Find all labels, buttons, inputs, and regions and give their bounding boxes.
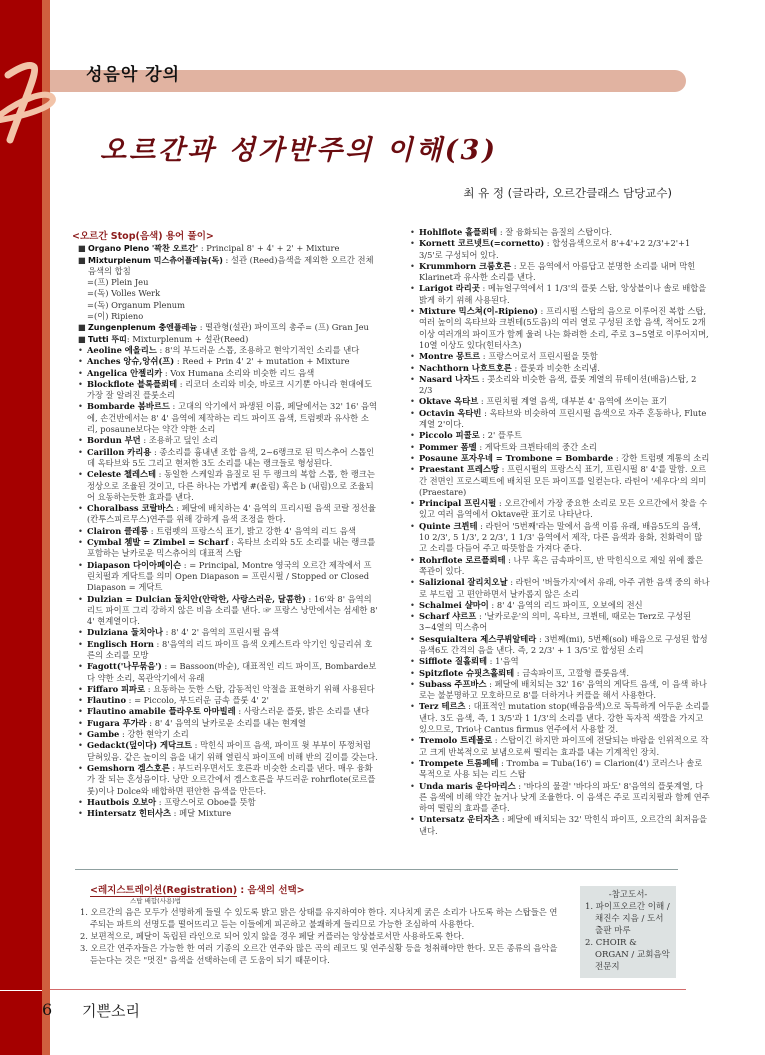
glossary-term: Tutti 뚜띠 [88,334,127,344]
footer-divider [50,989,686,990]
dot-bullet-icon: • [410,306,415,317]
dot-bullet-icon: • [410,656,415,667]
glossary-description: : 프랑스어로 Oboe를 뜻함 [156,796,256,807]
dot-bullet-icon: • [410,373,415,384]
glossary-description: : Vox Humana 소리와 비슷한 리드 음색 [162,367,315,378]
glossary-description: : 8'음역의 리드 파이프 음색 오케스트라 악기인 잉글리쉬 호른의 소리를 모방 [87,638,373,660]
dot-bullet-icon: • [78,762,83,773]
dot-bullet-icon: • [78,344,83,355]
dot-bullet-icon: • [78,627,83,638]
glossary-description: : 8' 4' 2' 음역의 프린시펄 음색 [162,627,280,638]
glossary-entry [78,435,378,446]
glossary-term: Zungenplenum 충엔플레늄 [88,323,198,333]
glossary-term: Dulzian = Dulcian 둘치안(안락한, 사랑스러운, 달콤한) [87,593,306,604]
glossary-description: : 대표적인 mutation stop(배음음색)으로 독특하게 어두운 소리를 낸다. 3도 음색, 즉, 1 3/5'과 1 1/3'의 소리를 낸다. 강한 독자적 색깔을 가지고 있으므로, Trio나 Cantus firmus 연주에서 사용할 것. [419,701,710,735]
glossary-term: Fugara 푸가라 [87,717,147,728]
glossary-term: Trompete 트롬페테 [419,757,499,768]
glossary-term: Praestant 프레스땅 [419,464,499,475]
dot-bullet-icon: • [410,430,415,441]
registration-item: 3. 오르간 연주자들은 가능한 한 여러 기종의 오르간 연주와 많은 곡의 레코드 및 연주실황 등을 청취해야만 한다. 모든 종류의 음악을 듣는다는 것은 "멋진" 음색을 선택하는데 큰 도움이 되기 때문이다. [80,943,558,965]
glossary-description: : 동일한 스케일과 음질로 된 두 랭크의 복합 스톱, 한 랭크는 정상으로 조율된 것이고, 다른 하나는 가볍게 #(올림) 혹은 b (내림)으로 조율되어 요동하는듯한 효과를 낸다. [87,469,375,502]
page-number: 6 [42,1000,53,1019]
glossary-description: : 부드러우면서도 호른과 비슷한 소리를 낸다. 매우 융화가 잘 되는 혼성음이다. 낭만 오르간에서 겜스호른을 부드러운 rohrflote(로르플룻)이나 Dolce와 배합하면 편안한 음색을 만든다. [87,762,376,796]
registration-heading-main: <레지스트레이션(Registration) [90,885,238,896]
dot-bullet-icon: • [410,577,415,588]
dot-bullet-icon: • [78,537,83,548]
glossary-entry [410,408,710,431]
glossary-description: : 종소리를 흉내낸 조합 음색, 2~6랭크로 된 믹스추어 스톱인데 옥타브와 5도 그리고 현저한 3도 소리를 내는 랭크들로 형성된다. [87,446,375,468]
glossary-description: : 메뉴얼구역에서 1 1/3'의 플룻 스탑, 앙상블이나 솔로 배합을 밝게 하기 위해 사용된다. [419,283,707,305]
glossary-entry [410,611,710,634]
glossary-description: : 리코더 소리와 비슷, 바로크 시기뿐 아니라 현대에도 가장 잘 알려진 플룻소리 [87,378,372,401]
glossary-description: =(독) Volles Werk [87,288,161,299]
dot-bullet-icon: • [78,706,83,717]
dot-bullet-icon: • [410,498,415,509]
glossary-entry [78,706,378,717]
glossary-term: Subass 주프바스 [419,678,487,689]
glossary-term: Nachthorn 나흐트호른 [419,362,512,373]
square-bullet-icon: ■ [78,322,86,333]
glossary-term: Celeste 첼레스테 [87,469,157,480]
glossary-entry [78,763,378,797]
glossary-entry [78,684,378,695]
registration-item: 1. 오르간의 음은 모두가 선명하게 들릴 수 있도록 밝고 맑은 상태를 유지하여야 한다. 지나치게 굵은 소리가 나도록 하는 스탑들은 연주되는 파트의 선명도를 떨어뜨리고 듣는 이들에게 피곤하고 불쾌하게 들리므로 가능한 조심하여 사용한다. [80,907,558,929]
glossary-entry [78,503,378,526]
dot-bullet-icon: • [78,401,83,412]
glossary-term: Scharf 샤르프 [419,611,477,622]
dot-bullet-icon: • [78,729,83,740]
glossary-term: Gemshorn 겜스호른 [87,762,170,773]
glossary-description: : = Piccolo, 부드러운 금속 플룻 4' 2' [126,695,269,706]
glossary-entry [410,668,710,679]
dot-bullet-icon: • [410,407,415,418]
glossary-term: Bombarde 봄바르드 [87,401,170,412]
glossary-entry [410,758,710,781]
glossary-description: : 1'음역 [487,656,519,667]
glossary-description: : 2' 플루트 [479,430,522,441]
glossary-entry [78,311,378,322]
dot-bullet-icon: • [410,464,415,475]
glossary-entry [410,498,710,521]
glossary-description: : Tromba = Tuba(16') = Clarion(4') 코러스나 솔로 목적으로 사용 되는 리드 스탑 [419,757,703,780]
glossary-description: : 프린치펄 계열 음색, 대부분 4' 음역에 쓰이는 표기 [478,396,668,407]
dot-bullet-icon: • [410,814,415,825]
dot-bullet-icon: • [78,356,83,367]
glossary-entry [410,442,710,453]
dot-bullet-icon: • [78,661,83,672]
glossary-description: =(프) Plein Jeu [87,277,149,288]
glossary-term: Rohrflote 로르플뢰테 [419,554,506,565]
glossary-entry [78,469,378,503]
dot-bullet-icon: • [410,396,415,407]
glossary-entry [78,729,378,740]
glossary-term: Spitzflote 슈핏츠홀뢰테 [419,667,515,678]
glossary-entry [410,261,710,284]
glossary-description: : = Principal, Montre 영국의 오르간 제작에서 프린치펄과 게닥트를 의미 Open Diapason = 프린시펄 / Stopped or Closed Diapason = 게닥트 [87,559,372,593]
square-bullet-icon: ■ [78,254,86,265]
glossary-description: : 3번째(mi), 5번째(sol) 배음으로 구성된 합성 음색6도 간격의 음을 낸다. 즉, 2 2/3' + 1 3/5'로 합성된 소리 [419,633,708,655]
glossary-entry [78,345,378,356]
glossary-term: Angelica 안젤리카 [87,367,163,378]
glossary-entry [78,797,378,808]
glossary-description: : 옥타브와 비슷하여 프린시펄 음색으로 자주 혼동하나, Flute 계열 2'이다. [419,407,707,430]
glossary-entry [410,453,710,464]
dot-bullet-icon: • [410,520,415,531]
glossary-term: Montre 몽트르 [419,351,481,362]
glossary-description: : 라틴어 '5번째'라는 말에서 음색 이름 유래, 배음5도의 음색, 10 2/3', 5 1/3', 2 2/3', 1 1/3' 음역에서 제작, 다른 음색과 융화, 친화력이 많고 소리를 다듬어 주고 따뜻함을 가져다 준다. [419,520,703,554]
glossary-term: Octavin 옥타빈 [419,407,482,418]
glossary-entry [78,334,378,345]
magazine-name: 기쁜소리 [82,1002,140,1020]
glossary-entry [78,740,378,763]
dot-bullet-icon: • [410,452,415,463]
dot-bullet-icon: • [410,260,415,271]
glossary-term: Oktave 옥타브 [419,396,479,407]
glossary-entry [410,814,710,837]
glossary-description: =(이) Ripieno [87,311,144,322]
glossary-entry [410,577,710,600]
dot-bullet-icon: • [410,283,415,294]
dot-bullet-icon: • [410,362,415,373]
glossary-description: : 스탑이긴 하지만 파이프에 전달되는 바람을 인위적으로 작고 크게 반복적으로 보냄으로써 떨리는 효과를 내는 기계적인 장치. [419,735,709,757]
dot-bullet-icon: • [410,351,415,362]
glossary-term: Dulziana 둘치아나 [87,627,163,638]
glossary-term: Diapason 다이아페이슨 [87,559,182,570]
glossary-term: Salizional 잘리치오날 [419,577,508,588]
glossary-description: : Principal 8' + 4' + 2' + Mixture [198,243,340,254]
dot-bullet-icon: • [410,701,415,712]
glossary-description: : 고대의 악기에서 파생된 이름, 페달에서는 32' 16' 음역에, 손건반에서는 8' 4' 음역에 제작하는 리드 파이프 음색, 트럼펫과 유사한 소리, posaune보다는 약간 약한 소리 [87,401,378,435]
glossary-description: : 프랑스어로서 프린시펄을 뜻함 [480,351,598,362]
glossary-description: : 잘 융화되는 음질의 스탑이다. [497,227,612,237]
glossary-term: Mixturplenum 믹스츄어플레늄(독) [88,255,223,265]
glossary-entry [78,255,378,278]
square-bullet-icon: ■ [78,243,86,254]
glossary-term: Piccolo 피콜로 [419,430,480,441]
glossary-entry [410,374,710,397]
glossary-entry [410,283,710,306]
glossary-description: : 8'의 부드러운 스톱, 조용하고 현악기적인 소리를 낸다 [156,344,360,355]
dot-bullet-icon: • [78,796,83,807]
glossary-term: Bordun 부던 [87,435,141,446]
dot-bullet-icon: • [410,238,415,249]
registration-subheading: 스탑 배합(사용)법 [130,897,182,905]
side-decorative-bar [0,0,42,1055]
glossary-entry [78,627,378,638]
glossary-entry [410,600,710,611]
glossary-description: : 16'와 8' 음역의 리드 파이프 그리 강하지 않은 비음 소리를 낸다. ☞ 프랑스 낭만에서는 섬세한 8' 4' 현계열이다. [87,593,378,627]
glossary-entry [410,464,710,498]
glossary-term: Flautino amabile 플라우토 아마빌레 [87,706,236,717]
glossary-term: Tremolo 트레몰로 [419,735,493,746]
glossary-term: Unda maris 운다마리스 [419,780,516,791]
glossary-term: Carillon 카리용 [87,446,152,457]
glossary-description: =(독) Organum Plenum [87,299,185,310]
glossary-entry [410,634,710,657]
glossary-term: Clairon 클레롱 [87,525,149,536]
dot-bullet-icon: • [410,441,415,452]
registration-heading [90,882,305,896]
glossary-term: Nasard 나자드 [419,373,480,384]
glossary-term: Principal 프린시펄 [419,498,497,509]
glossary-description: : 금속파이프, 고깔형 플룻음색. [514,667,629,678]
glossary-entry [410,555,710,578]
dot-bullet-icon: • [78,695,83,706]
glossary-entry [410,227,710,238]
reference-item: 2. CHOIR & ORGAN / 교회음악 전문지 [585,938,670,972]
glossary-term: Organo Pleno '꽉찬 오르간' [88,244,199,254]
glossary-entry [410,238,710,261]
glossary-term: Cymbal 쳄발 = Zimbel = Scharf [87,537,229,548]
glossary-description: : 요동하는 듯한 스탑, 감동적인 악절을 표현하기 위해 사용된다 [145,683,375,694]
glossary-description: : 조용하고 덮인 소리 [140,435,219,446]
glossary-entry [78,379,378,402]
dot-bullet-icon: • [78,593,83,604]
glossary-term: Posaune 포자우네 = Trombone = Bombarde [419,452,614,463]
glossary-term: Hintersatz 힌터사츠 [87,808,172,819]
glossary-entry [78,243,378,254]
dot-bullet-icon: • [410,599,415,610]
glossary-description: : 콧소리와 비슷한 음색, 플룻 계열의 뮤테이션(배음)스탑, 2 2/3 [419,373,697,396]
glossary-entry [78,537,378,560]
dot-bullet-icon: • [78,808,83,819]
glossary-description: : 프리시펄 스탑의 음으로 이루어진 복합 스탑, 여러 높이의 옥타브와 크뷘테(5도음)의 여러 열로 구성된 조합 음색, 적어도 2개 이상 여러개의 파이프가 함께 울려 나는 화려한 소리, 주로 3~5열로 이루어지며, 10열 이상도 있다(힌터사츠) [419,306,709,350]
glossary-term: Choralbass 코랄바스 [87,503,174,514]
dot-bullet-icon: • [78,683,83,694]
glossary-entry [78,661,378,684]
dot-bullet-icon: • [410,678,415,689]
dot-bullet-icon: • [78,446,83,457]
references-title: -참고도서- [608,890,648,900]
glossary-term: Hohlflote 홀플뢰테 [419,227,498,237]
glossary-description: : Reed + Prin 4' 2' + mutation + Mixture [174,356,350,367]
glossary-term: Untersatz 운터자츠 [419,814,500,825]
glossary-entry [410,430,710,441]
glossary-term: Fiffaro 피파로 [87,683,146,694]
glossary-description: : 강한 트럼펫 계통의 소리 [613,452,710,463]
glossary-term: Aeoline 에올리느 [87,344,157,355]
glossary-description: : '날카로운'의 의미, 옥타브, 크뷘테, 때로는 Terz로 구성된 3~4열의 믹스츄어 [419,611,692,633]
glossary-term: Englisch Horn [87,638,154,649]
glossary-description: : '바다의 물결' '바다의 파도' 8'음역의 플룻계열, 다른 음색에 비해 약간 높거나 낮게 조율한다. 이 음색은 주로 프리치펄과 함께 연주하여 떨림의 효과를 준다. [419,780,710,814]
dot-bullet-icon: • [410,780,415,791]
dot-bullet-icon: • [78,638,83,649]
glossary-description: : 페달에 배치하는 4' 음역의 프리시펄 음색 코랄 정선율(칸투스피르무스)연주를 위해 강하게 음색 조정을 한다. [87,503,376,525]
glossary-term: Sesquialtera 제스쿠뷔알테라 [419,633,537,644]
dot-bullet-icon: • [78,525,83,536]
glossary-description: : 프린시펄의 프랑스식 표기, 프린시펄 8' 4'를 말함. 오르간 전면인 프로스펙트에 배치된 모든 파이프를 일컫는다. 라틴어 '세우다'의 의미(Praestare) [419,464,707,497]
dot-bullet-icon: • [410,227,415,237]
glossary-list-right [410,227,710,837]
glossary-entry [410,656,710,667]
glossary-term: Sifflote 질홀뢰테 [419,656,488,667]
glossary-entry [78,277,378,288]
registration-list [80,906,558,966]
dot-bullet-icon: • [410,667,415,678]
glossary-description: : 트럼펫의 프랑스식 표기, 밝고 강한 4' 음역의 리드 음색 [148,525,356,536]
dot-bullet-icon: • [78,378,83,389]
dot-bullet-icon: • [78,559,83,570]
glossary-term: Krummhorn 크룸호른 [419,260,512,271]
glossary-entry [78,401,378,435]
glossary-entry [78,322,378,333]
glossary-entry [410,306,710,351]
footer-divider-accent [0,990,42,991]
dot-bullet-icon: • [78,367,83,378]
glossary-term: Pommer 폼멜 [419,441,477,452]
glossary-description: : 모든 음역에서 아름답고 분명한 소리를 내며 막힌 Klarinet과 유사한 소리를 낸다. [419,260,696,283]
author-byline: 최 유 정 (글라라, 오르간클래스 담당교수) [463,186,672,200]
glossary-term: Terz 테르츠 [419,701,466,712]
glossary-entry [410,679,710,702]
glossary-term: Hautbois 오보아 [87,796,157,807]
glossary-entry [78,695,378,706]
references-box [580,886,676,978]
glossary-description: : 나무 혹은 금속파이프, 반 막힌식으로 제일 위에 짧은 쪽관이 있다. [419,554,703,576]
glossary-description: : Mixturplenum + 설관(Reed) [126,333,249,344]
glossary-term: Flautino [87,695,127,706]
registration-item: 2. 보편적으로, 페달이 독립된 라인으로 되어 있지 않을 경우 페달 커플러는 앙상블로서만 사용하도록 한다. [80,931,465,941]
glossary-entry [78,368,378,379]
dot-bullet-icon: • [410,735,415,746]
dot-bullet-icon: • [410,611,415,622]
dot-bullet-icon: • [78,717,83,728]
glossary-description: : 페달에 배치되는 32' 16' 음역의 게닥트 음색, 이 음색 하나로는 불분명하고 모호하므로 8'를 더하거나 커플을 해서 사용한다. [419,678,707,701]
glossary-entry [410,396,710,407]
glossary-entry [78,288,378,299]
glossary-entry [78,447,378,470]
dot-bullet-icon: • [78,435,83,446]
glossary-heading: <오르간 Stop(음색) 용어 풀이> [72,231,214,242]
glossary-description: : 페달 Mixture [171,808,232,819]
glossary-term: Larigot 라리곳 [419,283,480,294]
glossary-description: : 오르간에서 가장 중요한 소리로 모든 오르간에서 찾을 수 있고 여러 음역에서 Oktave란 표기로 나타난다. [419,498,708,520]
glossary-description: : = Bassoon(바순), 대표적인 리드 파이프, Bombarde보다 약한 소리, 목관악기에서 유래 [87,661,377,683]
glossary-description: : 페달에 배치되는 32' 막힌식 파이프, 오르간의 최저음을 낸다. [419,814,707,836]
glossary-entry [78,560,378,594]
glossary-entry [78,594,378,628]
square-bullet-icon: ■ [78,333,86,344]
glossary-description: : 옥타브 소리와 5도 소리를 내는 랭크를 포함하는 날카로운 믹스츄어의 대표적 스탑 [87,537,376,559]
glossary-description: : 사랑스러운 플룻, 밝은 소리를 낸다 [235,706,370,717]
glossary-entry [78,808,378,819]
dot-bullet-icon: • [410,554,415,565]
glossary-entry [78,356,378,367]
dot-bullet-icon: • [78,740,83,751]
glossary-entry [410,363,710,374]
glossary-term: Kornett 코르넷트(=cornetto) [419,238,545,249]
glossary-description: : 플룻과 비슷한 소리냄. [511,362,600,373]
glossary-entry [78,300,378,311]
glossary-description: : 라틴어 '버들가지'에서 유래, 아주 귀한 음색 중의 하나로 부드럽 고 편안하면서 날카롭지 않은 소리 [419,577,710,599]
glossary-description: : 막힌식 파이프 음색, 파이프 윗 부부이 뚜껑처럼 닫혀있음. 같은 높이의 음을 내기 위해 열린식 파이프에 비해 반의 길이를 갖는다. [87,740,378,762]
glossary-entry [410,701,710,735]
glossary-description: : 떨관형(설관) 파이프의 총주= (프) Gran Jeu [197,322,369,333]
glossary-description: : 8' 4' 음역의 날카로운 소리를 내는 현계열 [146,717,306,728]
dot-bullet-icon: • [78,503,83,514]
article-title: 오르간과 성가반주의 이해(3) [100,135,499,166]
registration-heading-rest: : 음색의 선택> [237,885,305,896]
glossary-term: Anches 앙슈,앙쉬(프) [87,356,175,367]
glossary-entry [78,718,378,729]
glossary-entry [410,781,710,815]
glossary-right-column [410,227,710,837]
glossary-entry [410,735,710,758]
dot-bullet-icon: • [78,469,83,480]
glossary-term: Quinte 크뷘테 [419,520,478,531]
dot-bullet-icon: • [410,757,415,768]
glossary-term: Mixture 믹스쳐(이-Ripieno) [419,306,538,317]
glossary-description: : 강한 현악기 소리 [119,729,189,740]
glossary-description: : 설관 (Reed)음색을 제외한 오르간 전체 음색의 합침 [88,254,374,276]
glossary-description: : 합성음색으로서 8'+4'+2 2/3'+2'+1 3/5'로 구성되어 있다. [419,238,691,260]
glossary-entry [78,526,378,537]
glossary-term: Fagott('나무묶음') [87,661,162,672]
script-logo-icon [0,45,60,155]
glossary-term: Schalmei 샬마이 [419,599,489,610]
glossary-entry [410,521,710,555]
glossary-description: : 게닥트와 크뷘타데의 중간 소리 [476,441,597,452]
glossary-term: Gedackt(덮이다) 게닥크트 [87,740,193,751]
section-divider [75,869,678,870]
glossary-list-left [78,243,378,819]
glossary-term: Gambe [87,729,120,740]
side-decorative-stripe [42,0,53,1055]
dot-bullet-icon: • [410,633,415,644]
glossary-description: : 8' 4' 음역의 리드 파이프, 오보에의 전신 [488,599,643,610]
reference-item: 1. 파이프오르간 이해 / 채진수 지음 / 도서출판 마루 [585,902,670,936]
section-title: 성음악 강의 [86,65,181,85]
glossary-entry [410,351,710,362]
glossary-left-column [72,231,378,819]
glossary-term: Blockflote 블록플뢰테 [87,378,178,389]
glossary-entry [78,639,378,662]
